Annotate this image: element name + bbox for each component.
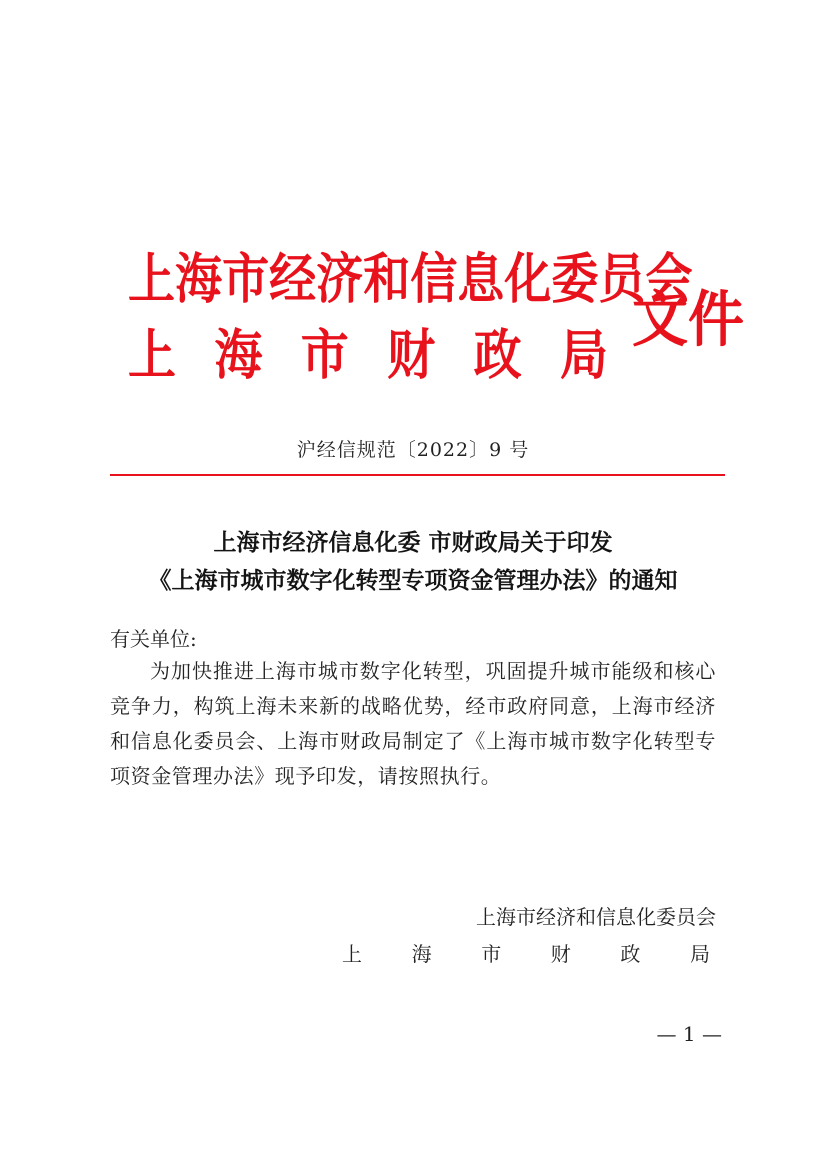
page-number: — 1 — (656, 1022, 722, 1046)
issuer-finance-bureau (128, 312, 608, 389)
signature-char: 市 (481, 942, 502, 966)
document-title (0, 524, 826, 600)
body-paragraph: 为加快推进上海市城市数字化转型，巩固提升城市能级和核心竞争力，构筑上海未来新的战略优势，经市政府同意，上海市经济和信息化委员会、上海市财政局制定了《上海市城市数字化转型专项资金管理办法》现予印发，请按照执行。 (110, 659, 716, 788)
signature-economy-commission: 上海市经济和信息化委员会 (476, 905, 716, 929)
document-header (0, 0, 826, 420)
signature-char: 财 (550, 942, 571, 966)
document-label: 文件 (632, 283, 744, 356)
issuer-char: 上 (128, 324, 177, 388)
signature-char: 上 (342, 942, 362, 966)
issuer-char: 财 (387, 324, 436, 388)
issuer-char: 市 (300, 324, 349, 388)
issuer-char: 局 (559, 324, 608, 388)
red-divider (110, 474, 725, 476)
title-line-2: 《上海市城市数字化转型专项资金管理办法》的通知 (148, 567, 678, 594)
signature-char: 政 (620, 942, 641, 966)
document-number: 沪经信规范〔2022〕9 号 (296, 439, 530, 461)
issuer-char: 政 (473, 324, 522, 388)
title-line-1: 上海市经济信息化委 市财政局关于印发 (213, 529, 613, 556)
signature-finance-bureau (342, 938, 710, 967)
signature-char: 海 (411, 942, 432, 966)
issuer-economy-commission: 上海市经济和信息化委员会 (128, 248, 693, 312)
signature-char: 局 (689, 942, 710, 966)
addressee: 有关单位: (110, 627, 197, 651)
issuer-char: 海 (214, 324, 263, 388)
